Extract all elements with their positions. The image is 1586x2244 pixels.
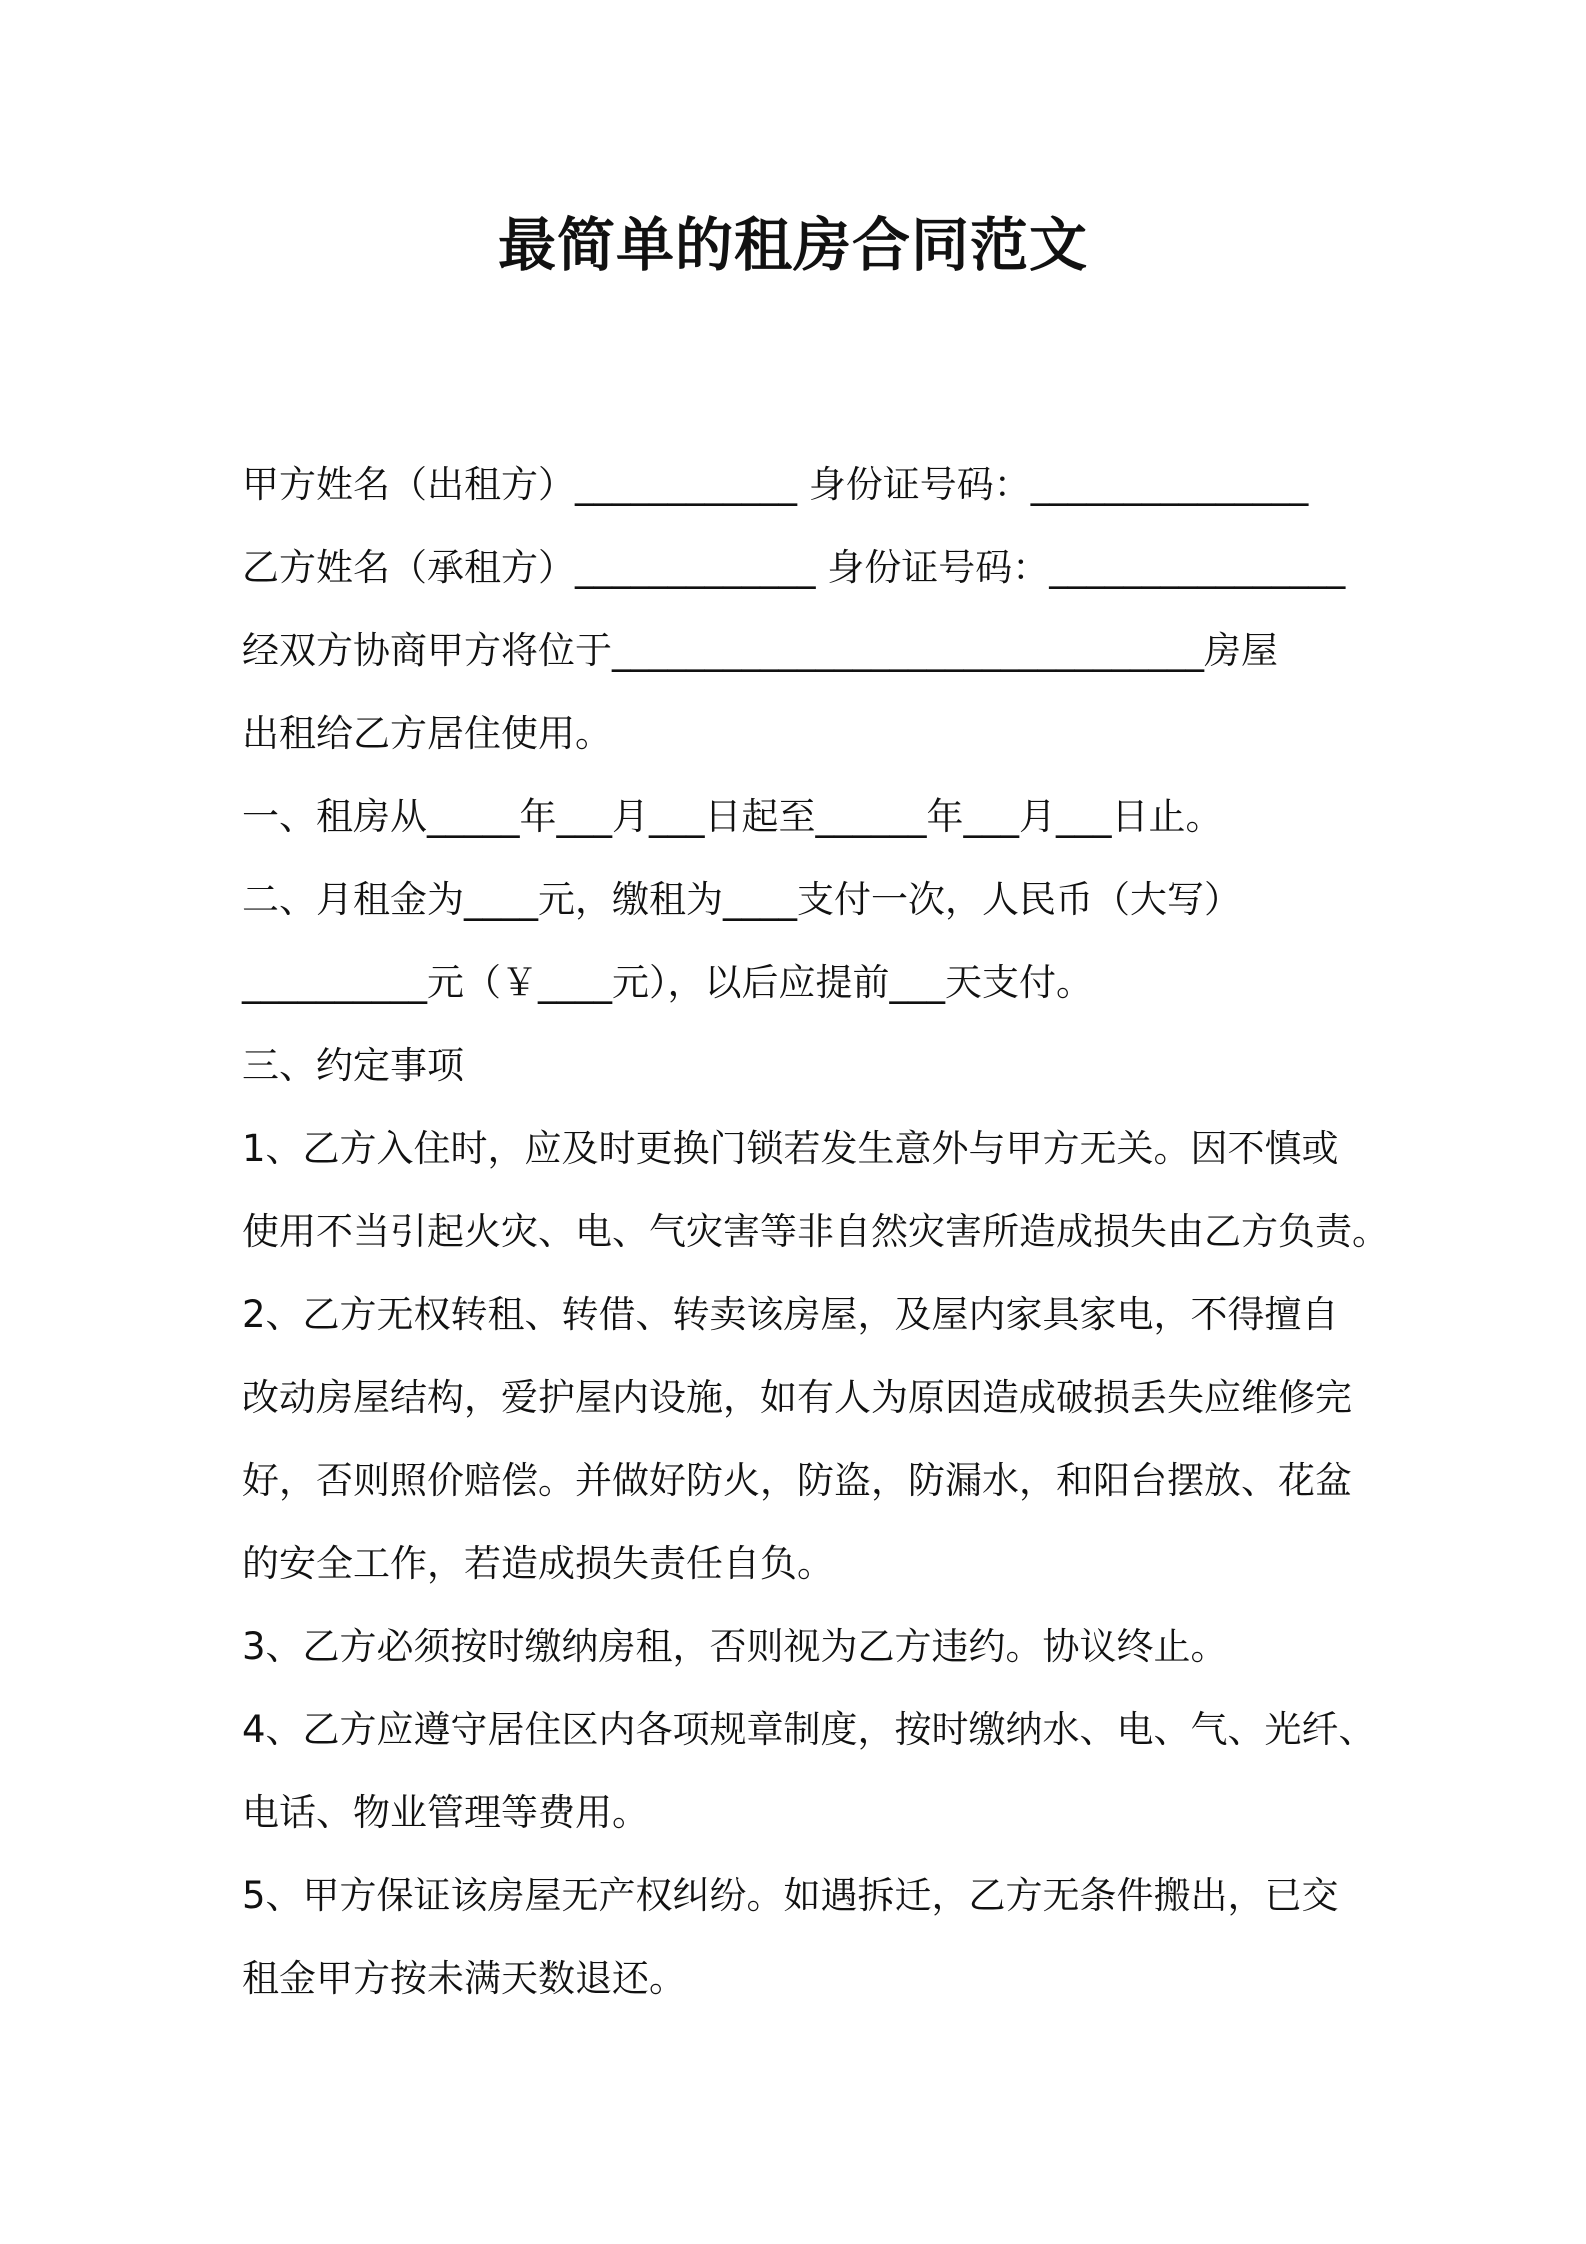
clause-1-line-2: 使用不当引起火灾、电、气灾害等非自然灾害所造成损失由乙方负责。 xyxy=(242,1210,1389,1253)
party-b-line: 乙方姓名（承租方）_____________ 身份证号码：________________ xyxy=(242,546,1346,589)
rent-line: 二、月租金为____元，缴租为____支付一次，人民币（大写） xyxy=(242,878,1241,921)
clause-2-line-2: 改动房屋结构，爱护屋内设施，如有人为原因造成破损丢失应维修完 xyxy=(242,1376,1352,1419)
lease-term-line: 一、租房从_____年___月___日起至______年___月___日止。 xyxy=(242,795,1223,838)
clause-5-line-1: 5、甲方保证该房屋无产权纠纷。如遇拆迁，乙方无条件搬出，已交 xyxy=(242,1874,1339,1917)
property-usage-line: 出租给乙方居住使用。 xyxy=(242,712,612,755)
clause-5-line-2: 租金甲方按未满天数退还。 xyxy=(242,1957,686,2000)
rent-amount-line: __________元（￥____元），以后应提前___天支付。 xyxy=(242,961,1093,1004)
party-a-line: 甲方姓名（出租方）____________ 身份证号码：_______________ xyxy=(242,463,1309,506)
clause-2-line-4: 的安全工作，若造成损失责任自负。 xyxy=(242,1542,834,1585)
clause-2-line-1: 2、乙方无权转租、转借、转卖该房屋，及屋内家具家电，不得擅自 xyxy=(242,1293,1339,1336)
clause-4-line-2: 电话、物业管理等费用。 xyxy=(242,1791,649,1834)
section-heading: 三、约定事项 xyxy=(242,1044,464,1087)
document-title: 最简单的租房合同范文 xyxy=(497,211,1088,279)
clause-3-line: 3、乙方必须按时缴纳房租，否则视为乙方违约。协议终止。 xyxy=(242,1625,1228,1668)
clause-4-line-1: 4、乙方应遵守居住区内各项规章制度，按时缴纳水、电、气、光纤、 xyxy=(242,1708,1376,1751)
property-location-line: 经双方协商甲方将位于________________________________房屋 xyxy=(242,629,1278,672)
clause-2-line-3: 好，否则照价赔偿。并做好防火，防盗，防漏水，和阳台摆放、花盆 xyxy=(242,1459,1352,1502)
clause-1-line-1: 1、乙方入住时，应及时更换门锁若发生意外与甲方无关。因不慎或 xyxy=(242,1127,1339,1170)
